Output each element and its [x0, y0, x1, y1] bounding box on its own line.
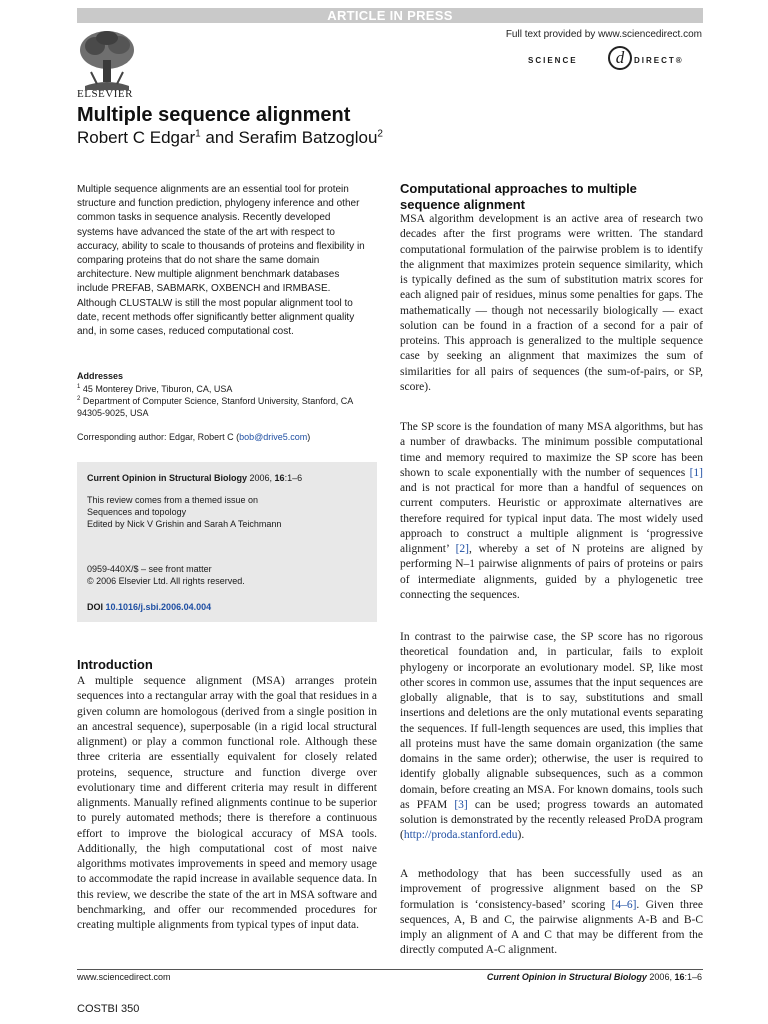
article-authors — [77, 128, 383, 148]
author-1-affiliation: 1 — [195, 128, 201, 140]
elsevier-tree-icon — [77, 28, 137, 90]
sciencedirect-logo-left: SCIENCE — [528, 56, 578, 65]
address-2-text: Department of Computer Science, Stanford University, Stanford, CA 94305-9025, USA — [77, 396, 353, 418]
corresponding-author — [77, 432, 310, 442]
abstract: Multiple sequence alignments are an essential tool for protein structure and function prediction, phylogeny inference and other common tasks in sequence analysis. Recently developed systems have advanced the state of the art with respect to accuracy, ability to scale to thousands of proteins and flexibility in comparing proteins that do not share the same domain architecture. New multiple alignment benchmark databases include PREFAB, SABMARK, OXBENCH and IRMBASE. Although CLUSTALW is still the most popular alignment tool to date, recent methods offer significantly better alignment quality and, in some cases, reduced computational cost. — [77, 184, 365, 338]
proda-url-link[interactable]: http://proda.stanford.edu — [403, 829, 518, 842]
p4-text-b: . Given three sequences, A, B and C, the pairwise alignments A-B and B-C imply an alignment of A and C that may be different from the directly computed A-C alignment. — [400, 898, 703, 957]
full-text-provided-note[interactable]: Full text provided by www.sciencedirect.com — [505, 29, 702, 40]
manuscript-code: COSTBI 350 — [77, 1003, 140, 1015]
sciencedirect-logo[interactable] — [528, 46, 704, 76]
p2-text-b: and is not practical for more than a handful of sequences on current computers. Heuristic or approximate alternatives are therefore required for typical input data. The most widely used approach to construct a multiple alignment is ‘progressive alignment’ — [400, 482, 703, 555]
footer-journal-citation — [487, 972, 702, 982]
sciencedirect-logo-right: DIRECT® — [634, 56, 684, 65]
footer-year: 2006, — [646, 972, 675, 982]
corresponding-email-link[interactable]: bob@drive5.com — [239, 432, 308, 442]
addresses-heading: Addresses — [77, 371, 124, 381]
computational-heading-line-1: Computational approaches to multiple — [400, 181, 637, 196]
p2-text-a: The SP score is the foundation of many MSA algorithms, but has a number of drawbacks. The minimum possible computational time and memory required to maximize the SP score has been shown to scale exponentially with the number of sequences — [400, 421, 703, 479]
footer-volume: 16 — [674, 972, 685, 982]
infobox-themed-1: This review comes from a themed issue on — [87, 495, 259, 505]
infobox-themed-2: Sequences and topology — [87, 507, 187, 517]
ref-4-6-link[interactable]: [4–6] — [611, 898, 637, 911]
corresponding-author-label: Corresponding author: Edgar, Robert C ( — [77, 432, 240, 442]
computational-paragraph-2 — [400, 420, 703, 603]
article-title: Multiple sequence alignment — [77, 104, 351, 126]
elsevier-wordmark: ELSEVIER — [77, 88, 133, 100]
p2-text-c: , whereby a set of N proteins are aligned by performing N–1 pairwise alignments of pairs of proteins or pairs of intermediate alignments, guided by a phylogenetic tree connecting the sequences. — [400, 543, 703, 601]
address-2 — [77, 394, 367, 419]
computational-heading — [400, 181, 703, 213]
computational-paragraph-3 — [400, 630, 703, 844]
footer-journal: Current Opinion in Structural Biology — [486, 972, 647, 982]
introduction-text: A multiple sequence alignment (MSA) arranges protein sequences into a rectangular array with the goal that residues in a given column are homologous (derived from a single position in an ancestral sequence), superposable (in a rigid local structural alignment) or play a common functional role. Although these three criteria are essentially equivalent for closely related proteins, sequence, structure and function diverge over evolutionary time and different criteria may result in different alignments. Manually refined alignments continue to be superior to purely automated methods; there is therefore a continuous effort to improve the biological accuracy of MSA tools. Additionally, the high computational cost of most naive algorithms motivates improvements in speed and memory usage to accommodate the rapid increase in available sequence data. In this review, we describe the state of the art in MSA software and benchmarking, and offer our recommended procedures for creating multiple alignments from typical types of input data. — [77, 675, 377, 931]
article-info-box — [77, 462, 377, 622]
sciencedirect-logo-mark: d — [608, 46, 632, 70]
infobox-journal-citation — [87, 473, 367, 485]
infobox-copyright: © 2006 Elsevier Ltd. All rights reserved. — [87, 576, 245, 586]
author-2: and Serafim Batzoglou — [200, 128, 378, 147]
infobox-issn: 0959-440X/$ – see front matter — [87, 564, 212, 574]
computational-paragraph-4 — [400, 867, 703, 959]
footer-divider — [77, 969, 703, 970]
infobox-doi-link[interactable]: 10.1016/j.sbi.2006.04.004 — [105, 602, 212, 612]
introduction-heading: Introduction — [77, 657, 153, 672]
p4-text-a: A methodology that has been successfully used as an improvement of progressive alignment based on the SP formulation is ‘consistency-based’ scoring — [400, 868, 703, 911]
infobox-pages: :1–6 — [284, 473, 303, 483]
infobox-doi — [87, 602, 367, 614]
ref-2-link[interactable]: [2] — [455, 543, 469, 555]
ref-1-link[interactable]: [1] — [689, 466, 703, 479]
address-2-sup: 2 — [77, 396, 81, 402]
p3-text-a: In contrast to the pairwise case, the SP score has no rigorous theoretical foundation and, in particular, fails to exploit phylogeny or incorporate an evolutionary model. SP, like most other scores in common use, assumes that the input sequences are globally alignable, that is to say, substitutions and small insertions and deletions are the only mutational events separating the sequences. If full-length sequences are used, this implies that all proteins must have the same domain organization (the same domains in the same order); otherwise, the user is required to identify globally alignable subsequences, such as a common domain, before creating an MSA. For known domains, tools such as PFAM — [400, 631, 703, 811]
address-1-sup: 1 — [77, 384, 81, 390]
infobox-themed-3: Edited by Nick V Grishin and Sarah A Teichmann — [87, 519, 282, 529]
p3-text-b: can be used; progress towards an automated solution is demonstrated by the recently released ProDA program ( — [400, 798, 703, 842]
infobox-doi-label: DOI — [87, 602, 106, 612]
address-1-text: 45 Monterey Drive, Tiburon, CA, USA — [80, 384, 233, 394]
infobox-journal: Current Opinion in Structural Biology — [87, 473, 248, 483]
p3-text-c: ). — [517, 829, 525, 842]
infobox-volume: 16 — [274, 473, 285, 483]
footer-pages: :1–6 — [684, 972, 702, 982]
computational-paragraph-1: MSA algorithm development is an active area of research two decades after the first programs were written. The standard computational formulation of the pairwise problem is to identify the alignment that maximizes protein sequence similarity, which is typically defined as the sum of substitution matrix scores for each aligned pair of residues, minus some penalties for gaps. The mathematically — though not necessarily biologically — exact solution can be found in a fraction of a second for a pair of proteins. This approach is generalized to the multiple sequence case by seeking an alignment that maximizes the sum of similarities for all pairs of sequences (the sum-of-pairs, or SP, score). — [400, 213, 703, 393]
footer-sciencedirect-link[interactable]: www.sciencedirect.com — [77, 972, 171, 982]
author-1: Robert C Edgar — [77, 128, 196, 147]
corresponding-author-close: ) — [307, 432, 311, 442]
article-in-press-banner: ARTICLE IN PRESS — [77, 8, 703, 23]
infobox-year: 2006, — [247, 473, 275, 483]
ref-3-link[interactable]: [3] — [454, 798, 468, 811]
computational-heading-line-2: sequence alignment — [400, 197, 525, 212]
author-2-affiliation: 2 — [377, 128, 383, 140]
